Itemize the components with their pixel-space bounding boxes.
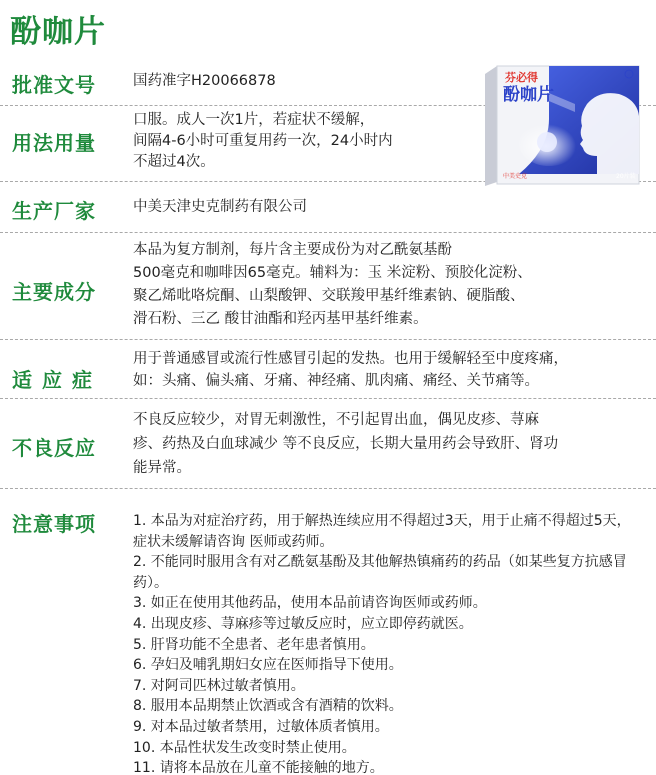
divider (0, 488, 656, 489)
usage-line: 不超过4次。 (133, 154, 215, 170)
indications-label: 适应症 (12, 368, 102, 392)
list-item: 10. 本品性状发生改变时禁止使用。 (133, 739, 356, 756)
adverse-text (133, 408, 558, 480)
approval-label: 批准文号 (12, 73, 96, 97)
adverse-label: 不良反应 (12, 436, 96, 460)
ingredients-line: 聚乙烯吡咯烷酮、山梨酸钾、交联羧甲基纤维素钠、硬脂酸、 (133, 288, 525, 304)
adverse-line: 不良反应较少，对胃无刺激性，不引起胃出血，偶见皮疹、荨麻 (133, 412, 539, 428)
divider (0, 398, 656, 399)
package-count: 20片装 (616, 173, 636, 180)
usage-line: 口服。成人一次1片，若症状不缓解， (133, 112, 375, 128)
list-item: 2. 不能同时服用含有对乙酰氨基酚及其他解热镇痛药的药品（如某些复方抗感冒药）。 (133, 554, 627, 591)
manufacturer-label: 生产厂家 (12, 199, 96, 223)
manufacturer-value: 中美天津史克制药有限公司 (133, 199, 307, 215)
list-item: 5. 肝肾功能不全患者、老年患者慎用。 (133, 636, 375, 653)
list-item: 11. 请将本品放在儿童不能接触的地方。 (133, 760, 384, 775)
usage-line: 间隔4-6小时可重复用药一次，24小时内 (133, 133, 393, 149)
list-item: 9. 对本品过敏者禁用，过敏体质者慎用。 (133, 718, 389, 735)
indications-line: 用于普通感冒或流行性感冒引起的发热。也用于缓解轻至中度疼痛， (133, 351, 568, 367)
indications-text (133, 348, 568, 392)
adverse-line: 能异常。 (133, 460, 191, 476)
usage-label: 用法用量 (12, 131, 96, 155)
ingredients-line: 滑石粉、三乙 酸甘油酯和羟丙基甲基纤维素。 (133, 311, 428, 327)
indications-line: 如：头痛、偏头痛、牙痛、神经痛、肌肉痛、痛经、关节痛等。 (133, 373, 539, 389)
package-maker: 中美史克 (503, 173, 528, 180)
package-name: 酚咖片 (503, 85, 554, 105)
precautions-label: 注意事项 (12, 512, 96, 536)
precautions-list (133, 511, 643, 775)
list-item: 3. 如正在使用其他药品，使用本品前请咨询医师或药师。 (133, 595, 487, 612)
divider (0, 339, 656, 340)
list-item: 8. 服用本品期禁止饮酒或含有酒精的饮料。 (133, 698, 403, 715)
divider (0, 232, 656, 233)
package-brand: 芬必得 (505, 71, 538, 84)
list-item: 6. 孕妇及哺乳期妇女应在医师指导下使用。 (133, 657, 403, 674)
approval-value: 国药准字H20066878 (133, 73, 276, 89)
list-item: 7. 对阿司匹林过敏者慎用。 (133, 677, 305, 694)
list-item: 4. 出现皮疹、荨麻疹等过敏反应时，应立即停药就医。 (133, 615, 473, 632)
ingredients-line: 本品为复方制剂，每片含主要成份为对乙酰氨基酚 (133, 242, 452, 258)
ingredients-label: 主要成分 (12, 280, 96, 304)
adverse-line: 疹、药热及白血球减少 等不良反应，长期大量用药会导致肝、肾功 (133, 436, 559, 452)
product-package-image (479, 64, 642, 188)
usage-text (133, 110, 393, 173)
ingredients-line: 500毫克和咖啡因65毫克。辅料为：玉 米淀粉、预胶化淀粉、 (133, 265, 532, 281)
ingredients-text (133, 239, 532, 331)
page-title: 酚咖片 (10, 14, 106, 50)
package-side (485, 66, 497, 186)
list-item: 1. 本品为对症治疗药，用于解热连续应用不得超过3天，用于止痛不得超过5天，症状未缓解请咨询 医师或药师。 (133, 513, 631, 550)
